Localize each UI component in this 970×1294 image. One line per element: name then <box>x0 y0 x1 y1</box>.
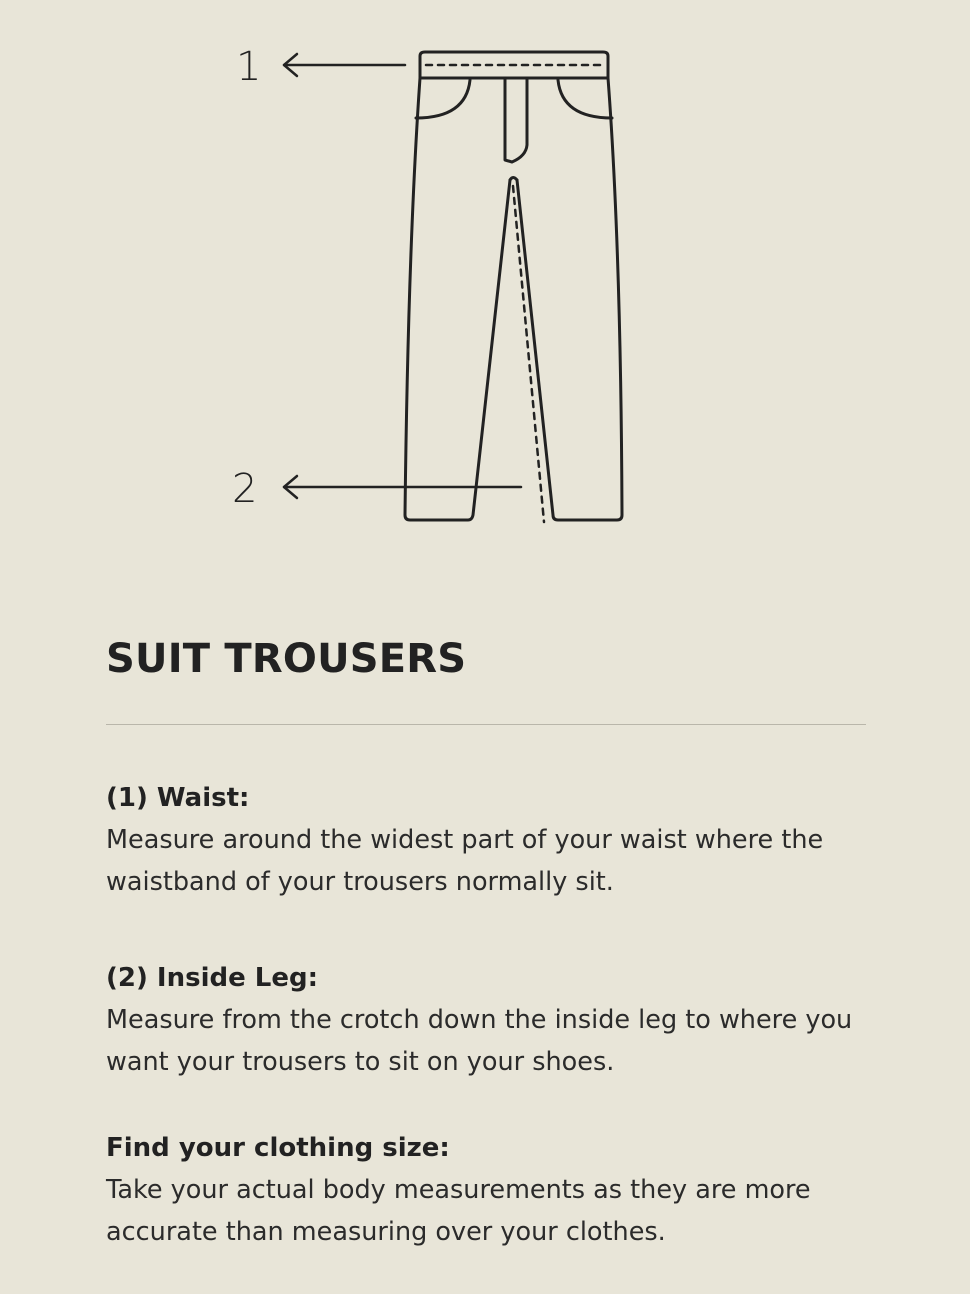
title-divider <box>106 724 866 725</box>
crotch-outline <box>510 178 517 181</box>
right-pocket <box>558 80 612 118</box>
inside-leg-heading: (2) Inside Leg: <box>106 963 318 993</box>
callout-number-2: 2 <box>232 466 258 512</box>
waist-heading: (1) Waist: <box>106 783 250 813</box>
inside-leg-instructions: Measure from the crotch down the inside leg to where you want your trousers to sit on your shoes. <box>106 1005 853 1077</box>
page-title: SUIT TROUSERS <box>106 636 467 682</box>
right-leg-outer <box>517 78 622 520</box>
trousers-outline-icon <box>0 0 970 560</box>
inside-leg-section <box>106 957 886 1083</box>
clothing-size-instructions: Take your actual body measurements as they are more accurate than measuring over your clothes. <box>106 1175 811 1247</box>
left-leg-outer <box>405 78 510 520</box>
left-pocket <box>416 80 470 118</box>
inside-leg-measure-line <box>513 186 544 522</box>
waist-section <box>106 777 886 903</box>
measurement-diagram <box>0 0 970 560</box>
callout-number-1: 1 <box>236 44 262 90</box>
waist-instructions: Measure around the widest part of your waist where the waistband of your trousers normally sit. <box>106 825 824 897</box>
clothing-size-heading: Find your clothing size: <box>106 1133 450 1163</box>
clothing-size-section <box>106 1127 886 1253</box>
fly-outline <box>505 78 527 162</box>
